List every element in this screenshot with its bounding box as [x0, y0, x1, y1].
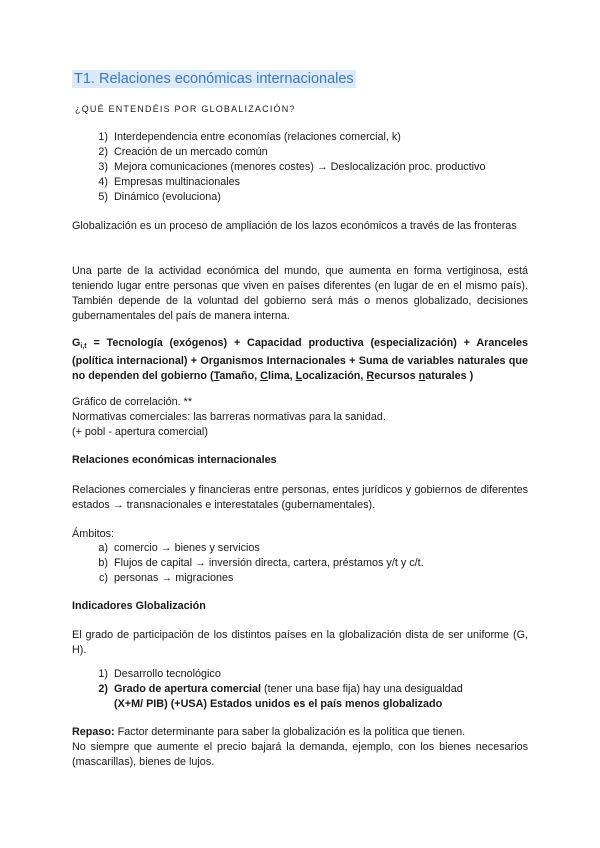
- note-line: Gráfico de correlación. **: [72, 396, 193, 408]
- list-item: c) personas → migraciones: [99, 572, 234, 584]
- list-item: 1) Interdependencia entre economías (relaciones comercial, k): [98, 131, 401, 143]
- question-heading: ¿QUÉ ENTENDÉIS POR GLOBALIZACIÓN?: [75, 104, 296, 114]
- note-line: (+ pobl - apertura comercial): [72, 426, 208, 438]
- list-item: (X+M/ PIB) (+USA) Estados unidos es el país menos globalizado: [114, 698, 443, 710]
- list-item: 2) Creación de un mercado común: [98, 146, 268, 158]
- activity-paragraph: Una parte de la actividad económica del mundo, que aumenta en forma vertiginosa, está teniendo lugar entre personas que viven en países diferentes (en lugar de en el mismo país). También depende de la voluntad del gobierno será más o menos globalizado, decisiones gubernamentales del país de manera interna.: [72, 265, 528, 322]
- list-item: b) Flujos de capital → inversión directa, cartera, préstamos y/t y c/t.: [98, 557, 424, 569]
- list-item: 5) Dinámico (evoluciona): [98, 191, 221, 203]
- list-item: 2) Grado de apertura comercial (tener una base fija) hay una desigualdad: [98, 683, 463, 695]
- list-item: 3) Mejora comunicaciones (menores costes) → Deslocalización proc. productivo: [98, 161, 486, 173]
- grafico-notes: [72, 395, 528, 440]
- repaso-text: No siempre que aumente el precio bajará la demanda, ejemplo, con los bienes necesarios (mascarillas), bienes de lujos.: [72, 741, 528, 768]
- list-item: a) comercio → bienes y servicios: [98, 542, 260, 554]
- ambitos-list: [90, 541, 530, 586]
- rei-paragraph: Relaciones comerciales y financieras entre personas, entes jurídicos y gobiernos de diferentes estados → transnacionales e interestatales (gubernamentales).: [72, 484, 528, 511]
- ambitos-label: Ámbitos:: [72, 528, 115, 540]
- formula-paragraph: $G_{i,t}$ = Tecnología (exógenos) + Capacidad productiva (especialización) + Aranceles (política internacional) + Organismos Internacionales + Suma de variables naturales que no dependen del gobierno (Tamaño, Clima, Localización, Recursos naturales ): [72, 337, 528, 382]
- note-line: Normativas comerciales: las barreras normativas para la sanidad.: [72, 411, 386, 423]
- list-item: 1) Desarrollo tecnológico: [98, 668, 221, 680]
- section-heading-indicadores: Indicadores Globalización: [72, 600, 206, 612]
- definition-paragraph: Globalización es un proceso de ampliación de los lazos económicos a través de las fronteras: [72, 220, 517, 232]
- indicadores-list: [90, 667, 530, 712]
- repaso-block: Repaso: Factor determinante para saber la globalización es la política que tienen. No siempre que aumente el precio bajará la demanda, ejemplo, con los bienes necesarios (mascarillas), bienes de lujos.: [72, 726, 528, 768]
- page-title: T1. Relaciones económicas internacionales: [74, 71, 354, 87]
- list-item: 4) Empresas multinacionales: [98, 176, 241, 188]
- section-heading-rei: Relaciones económicas internacionales: [72, 454, 277, 466]
- repaso-label: Repaso:: [72, 726, 115, 738]
- globalization-list: [90, 130, 530, 205]
- indicadores-paragraph: El grado de participación de los distintos países en la globalización dista de ser uniforme (G, H).: [72, 629, 528, 656]
